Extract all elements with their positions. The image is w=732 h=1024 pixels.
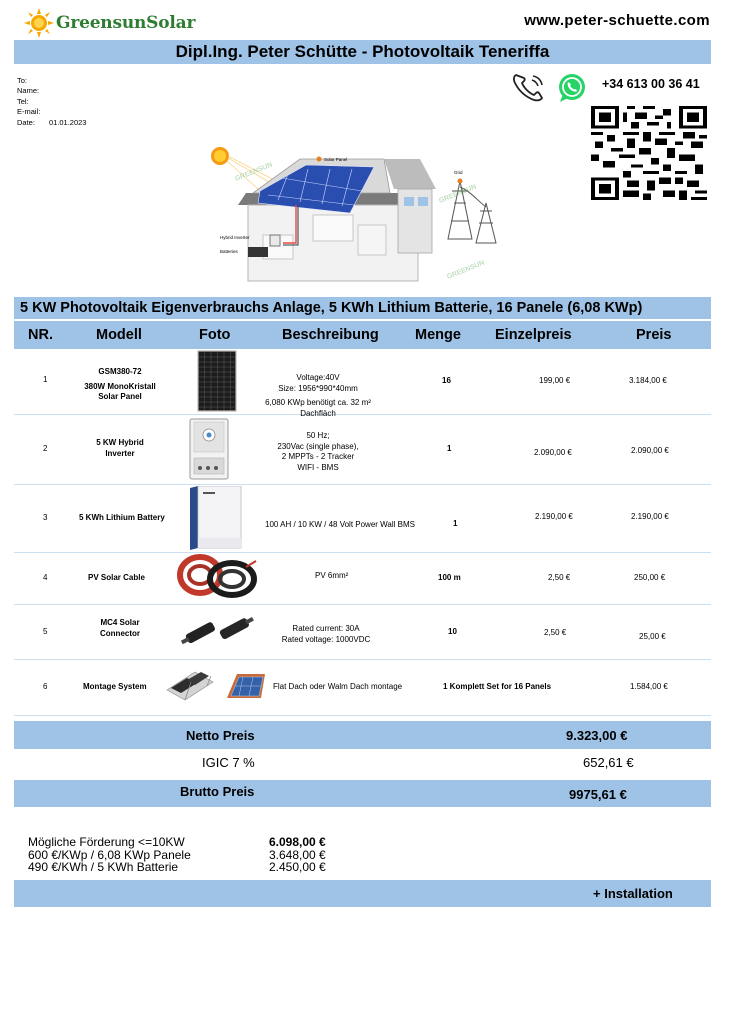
diagram-label-solar-panel: Solar Panel <box>324 157 348 162</box>
row-unit-price: 2,50 € <box>544 628 567 637</box>
diagram-watermark: GREENSUN <box>234 161 274 183</box>
funding-line-3-value: 2.450,00 € <box>269 860 326 874</box>
funding-labels <box>28 836 191 874</box>
row-model: 5 KWh Lithium Battery <box>79 513 165 522</box>
row-price: 25,00 € <box>639 632 666 641</box>
net-price-value: 9.323,00 € <box>566 728 628 743</box>
website-link[interactable]: www.peter-schuette.com <box>524 12 710 29</box>
solar-panel-photo <box>197 350 237 412</box>
column-header-photo: Foto <box>199 327 231 343</box>
row-description: Voltage:40V Size: 1956*990*40mm 6,080 KWp benötigt ca. 32 m² Dachfläch <box>265 373 371 418</box>
contact-block <box>17 76 86 128</box>
row-model: PV Solar Cable <box>88 573 145 582</box>
row-quantity: 16 <box>442 376 451 385</box>
solar-system-diagram <box>208 143 508 283</box>
diagram-watermark: GREENSUN <box>446 259 486 281</box>
funding-line-2-value: 3.648,00 € <box>269 847 326 862</box>
funding-line-2-label: 600 €/KWp / 6,08 KWp Panele <box>28 847 191 862</box>
row-model: Montage System <box>83 682 147 691</box>
column-header-description: Beschreibung <box>282 327 379 343</box>
hybrid-inverter-photo <box>188 418 230 480</box>
row-description: PV 6mm² <box>315 571 349 580</box>
row-nr: 4 <box>43 573 48 582</box>
gross-price-label: Brutto Preis <box>180 784 255 799</box>
tax-value: 652,61 € <box>583 755 634 770</box>
row-nr: 1 <box>43 375 48 384</box>
row-price: 3.184,00 € <box>629 376 667 385</box>
column-header-nr: NR. <box>28 327 53 343</box>
funding-line-3-label: 490 €/KWh / 5 KWh Batterie <box>28 860 179 874</box>
row-description: 100 AH / 10 KW / 48 Volt Power Wall BMS <box>265 520 415 529</box>
row-price: 2.090,00 € <box>631 446 669 455</box>
funding-line-1-label: Mögliche Förderung <=10KW <box>28 835 185 849</box>
row-quantity: 100 m <box>438 573 461 582</box>
date-row <box>17 118 86 128</box>
sun-icon <box>211 147 229 165</box>
row-unit-price: 199,00 € <box>539 376 571 385</box>
mc4-connector-photo <box>180 608 256 654</box>
row-divider <box>14 715 711 716</box>
net-price-label: Netto Preis <box>186 728 255 743</box>
row-nr: 2 <box>43 444 48 453</box>
row-price: 250,00 € <box>634 573 666 582</box>
qr-code-image[interactable] <box>591 106 707 200</box>
page-title: Dipl.Ing. Peter Schütte - Photovoltaik Teneriffa <box>14 40 711 64</box>
row-description: Rated current: 30A Rated voltage: 1000VDC <box>281 624 371 644</box>
row-quantity: 10 <box>448 627 457 636</box>
column-header-quantity: Menge <box>415 327 461 343</box>
name-label: Name: <box>17 86 40 96</box>
phone-number[interactable]: +34 613 00 36 41 <box>602 77 700 91</box>
sun-logo-icon <box>24 8 54 38</box>
row-divider <box>14 604 711 605</box>
row-model: MC4 Solar Connector <box>100 618 140 638</box>
row-unit-price: 2.090,00 € <box>534 448 572 457</box>
row-nr: 5 <box>43 627 48 636</box>
row-nr: 6 <box>43 682 48 691</box>
funding-values <box>269 836 326 874</box>
row-unit-price: 2,50 € <box>548 573 571 582</box>
row-quantity: 1 <box>447 444 452 453</box>
diagram-watermark: GREENSUN <box>438 183 478 205</box>
row-description: 50 Hz; 230Vac (single phase), 2 MPPTs - 2 Tracker WIFI - BMS <box>277 431 359 472</box>
row-nr: 3 <box>43 513 48 522</box>
diagram-label-batteries: Batteries <box>220 249 238 254</box>
row-divider <box>14 659 711 660</box>
date-value: 01.01.2023 <box>48 118 87 128</box>
email-label: E-mail: <box>17 106 41 116</box>
column-header-unit-price: Einzelpreis <box>495 327 572 343</box>
row-model: 5 KW Hybrid Inverter <box>96 438 144 458</box>
tel-label: Tel: <box>17 96 29 106</box>
date-label: Date: <box>17 118 35 128</box>
row-price: 1.584,00 € <box>630 682 668 691</box>
row-quantity: 1 <box>453 519 458 528</box>
company-logo <box>24 8 195 38</box>
phone-icon[interactable] <box>511 72 547 102</box>
funding-line-1-value: 6.098,00 € <box>269 835 326 849</box>
row-divider <box>14 484 711 485</box>
gross-price-value: 9975,61 € <box>569 787 627 802</box>
logo-text: GreensunSolar <box>56 13 196 33</box>
whatsapp-icon[interactable] <box>557 73 587 103</box>
pv-cable-photo <box>176 553 258 599</box>
column-header-price: Preis <box>636 327 672 343</box>
diagram-label-grid: Grid <box>454 170 463 175</box>
offer-title: 5 KW Photovoltaik Eigenverbrauchs Anlage, 5 KWh Lithium Batterie, 16 Panele (6,08 KWp) <box>20 300 643 316</box>
diagram-label-inverter: Hybrid Inverter <box>220 235 250 240</box>
row-price: 2.190,00 € <box>631 512 669 521</box>
row-description: Flat Dach oder Walm Dach montage <box>273 682 403 691</box>
column-header-model: Modell <box>96 327 142 343</box>
row-model: GSM380-72 380W MonoKristall Solar Panel <box>84 367 156 401</box>
mounting-system-photo <box>165 668 266 704</box>
to-label: To: <box>17 76 28 85</box>
row-unit-price: 2.190,00 € <box>535 512 573 521</box>
lithium-battery-photo <box>187 486 243 550</box>
installation-label: + Installation <box>593 886 673 901</box>
row-divider <box>14 552 711 553</box>
row-quantity: 1 Komplett Set for 16 Panels <box>443 682 552 691</box>
tax-label: IGIC 7 % <box>202 755 255 770</box>
